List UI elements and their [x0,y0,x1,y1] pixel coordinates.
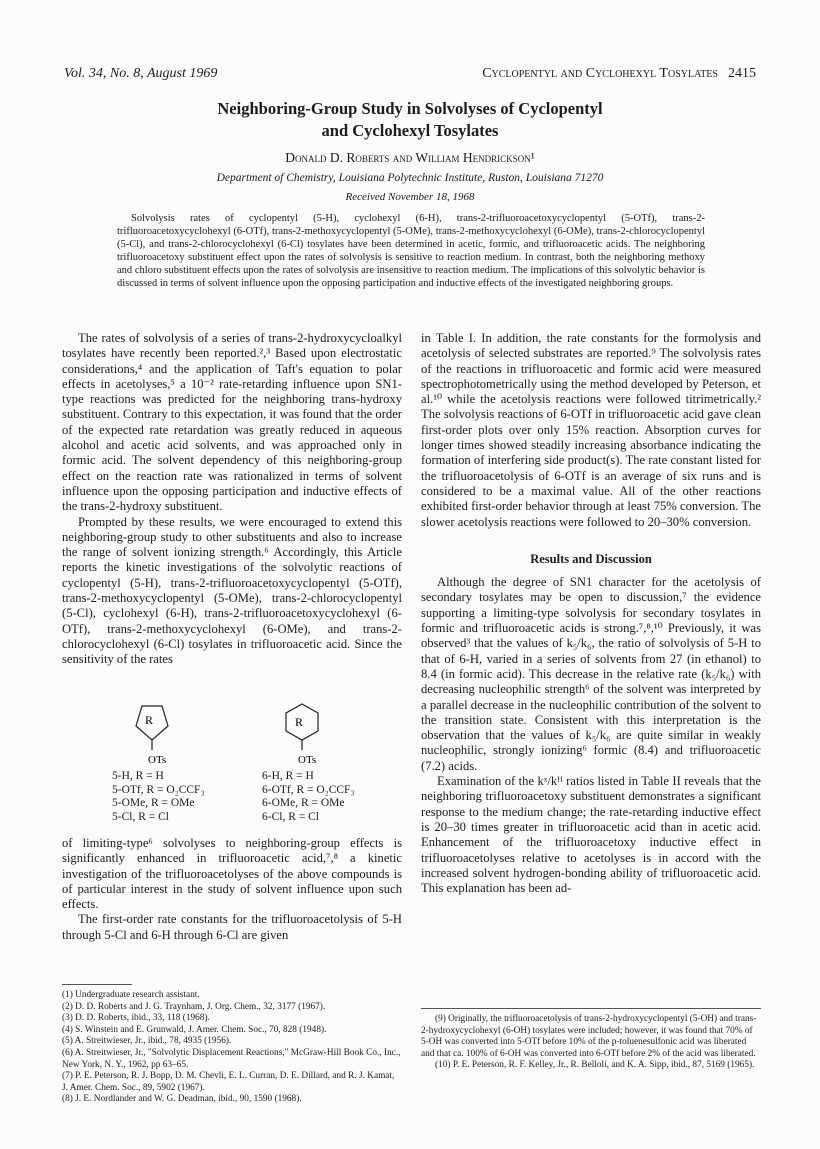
compound-5h: 5-H, R = H [112,770,164,782]
left-para-4: The first-order rate constants for the trifluoroacetolysis of 5-H through 5-Cl and 6-H through 6-Cl are given [62,912,402,942]
cyclohexyl-structure [262,700,354,824]
left-para-3: of limiting-type⁶ solvolyses to neighboring-group effects is significantly enhanced in trifluoroacetic acid,⁷,⁸ a kinetic investigation of the trifluoroacetolyses of the above compounds is of particular interest in the study of solvent influence upon such effects. [62,836,402,912]
title-line-1: Neighboring-Group Study in Solvolyses of Cyclopentyl [217,99,603,118]
abstract: Solvolysis rates of cyclopentyl (5-H), cyclohexyl (6-H), trans-2-trifluoroacetoxycyclopentyl (5-OTf), trans-2-trifluoroacetoxycyclohexyl (6-OTf), trans-2-methoxycyclopentyl (5-OMe), trans-2-methoxycyclohexyl (6-OMe), trans-2-chlorocyclopentyl (5-Cl), and trans-2-chlorocyclohexyl (6-Cl) tosylates have been determined in acetic, formic, and trifluoroacetic acids. The neighboring trifluoroacetoxy substituent effect upon the rates of solvolysis is sensitive to reaction medium. In contrast, both the neighboring methoxy and chloro substituent effects upon the rates of solvolysis are insensitive to reaction medium. The implications of this solvolytic behavior is discussed in terms of solvent influence upon the opposing participation and inductive effects of the investigated neighboring groups. [117,213,705,289]
ring-substituent-label: R [295,715,304,729]
six-ring-list [262,770,354,824]
right-para-2: Although the degree of SN1 character for the acetolysis of secondary tosylates may be open to discussion,⁷ the evidence supporting a limiting-type solvolysis for secondary tosylates in formic and trifluoroacetic acids is strong.⁷,⁸,¹⁰ Previously, it was observed³ that the values of k₅/k₆, the ratio of solvolysis of 5-H to that of 6-H, varied in a series of solvents from 27 (in ethanol) to 8.4 (in formic acid). This decrease in the relative rate (k₅/k₆) with decreasing nucleophilic strength⁶ of the solvent was interpreted by a parallel decrease in the nucleophilic contribution of the solvent to the transition state. Consistent with this interpretation is the observation that the values of k₅/k₆ are quite similar in weakly nucleophilic, strongly ionizing⁶ formic (8.4) and trifluoroacetic (7.2) acids. [421,575,761,773]
right-column [421,331,761,896]
page-number: 2415 [728,66,756,81]
cyclopentane-ring-icon [112,700,192,766]
section-heading: Results and Discussion [530,551,652,566]
five-ring-list [112,770,204,824]
article-title [120,98,700,142]
compound-5otf: 5-OTf, R = O₂CCF₃ [112,783,205,796]
ring-substituent-label: R [145,713,154,727]
left-column-lower [62,836,402,943]
footnote-1: (1) Undergraduate research assistant. [62,990,200,1000]
footnote-7: (7) P. E. Peterson, R. J. Bopp, D. M. Chevli, E. L. Curran, D. E. Dillard, and R. J. Kamat, J. Amer. Chem. Soc., 89, 5902 (1967). [62,1071,395,1093]
ots-label: OTs [148,754,167,766]
affiliation: Department of Chemistry, Louisiana Polytechnic Institute, Ruston, Louisiana 71270 [216,172,604,184]
compound-6ome: 6-OMe, R = OMe [262,797,345,810]
authors: Donald D. Roberts and William Hendrickson¹ [285,150,535,165]
received-date: Received November 18, 1968 [345,191,475,203]
compound-6cl: 6-Cl, R = Cl [262,810,319,823]
footnote-4: (4) S. Winstein and E. Grunwald, J. Amer. Chem. Soc., 70, 828 (1948). [62,1024,327,1035]
compound-5ome: 5-OMe, R = OMe [112,797,195,810]
footnote-9: (9) Originally, the trifluoroacetolysis of trans-2-hydroxycyclopentyl (5-OH) and trans-2-hydroxycyclohexyl (6-OH) tosylates were included; however, it was found that 70% of 5-OH was converted into 5-OTf before 10% of the p-toluenesulfonic acid was liberated and that ca. 100% of 6-OH was converted into 6-OTf before 2% of the acid was liberated. [421,1014,757,1059]
footnote-rule-left [62,984,132,985]
footnotes-left [62,990,402,1106]
footnote-3: (3) D. D. Roberts, ibid., 33, 118 (1968). [62,1013,210,1024]
right-para-1: in Table I. In addition, the rate constants for the formolysis and acetolysis of selected substrates are reported.⁹ The solvolysis rates of the reactions in trifluoroacetic and formic acid were measured spectrophotometrically using the method developed by Peterson, et al.¹⁰ while the acetolysis reactions were followed titrimetrically.² The solvolysis reactions of 6-OTf in trifluoroacetic acid gave clean first-order plots over only 15% reaction. Absorption curves for longer times showed steadily increasing absorbance indicating the formation of interfering side product(s). The rate constant listed for the trifluoroacetolysis of 6-OTf is an average of six runs and is considered to be a maximal value. All of the other reactions exhibited first-order behavior through at least 75% conversion. The slower acetolysis reactions were followed to 20–30% conversion. [421,331,761,529]
right-para-3: Examination of the kˣ/kᴴ ratios listed in Table II reveals that the neighboring trifluoroacetoxy substituent demonstrates a significant response to the medium change; the rate-retarding inductive effect is 20–30 times greater in trifluoroacetic acid than in acetic acid. Enhancement of the trifluoroacetoxy inductive effect in trifluoroacetolyses relative to acetolyses is in accord with the increased solvent hydrogen-bonding ability of trifluoroacetic acid. This explanation has been ad- [421,774,761,896]
footnote-8: (8) J. E. Nordlander and W. G. Deadman, ibid., 90, 1590 (1968). [62,1094,302,1105]
footnote-2: (2) D. D. Roberts and J. G. Traynham, J. Org. Chem., 32, 3177 (1967). [62,1001,326,1012]
running-header [64,66,756,86]
cyclopentyl-structure [112,700,204,824]
footnote-10: (10) P. E. Peterson, R. F. Kelley, Jr., R. Belloli, and K. A. Sipp, ibid., 87, 5169 (1965). [435,1060,755,1071]
footnotes-right [421,1014,761,1072]
running-title-text: Cyclopentyl and Cyclohexyl Tosylates [482,66,718,81]
journal-citation: Vol. 34, No. 8, August 1969 [64,66,218,81]
cyclohexane-ring-icon [262,700,342,766]
running-title [482,66,756,82]
title-line-2: and Cyclohexyl Tosylates [321,121,499,140]
footnote-6: (6) A. Streitwieser, Jr., "Solvolytic Displacement Reactions," McGraw-Hill Book Co., Inc., New York, N. Y., 1962, pp 63–65. [62,1047,401,1070]
left-column-upper [62,331,402,668]
left-para-1: The rates of solvolysis of a series of trans-2-hydroxycycloalkyl tosylates have recently been reported.²,³ Based upon electrostatic considerations,⁴ and the application of Taft's equation to polar effects in acetolyses,⁵ a 10⁻² rate-retarding influence upon SN1-type reactions was predicted for the neighboring trans-hydroxy substituent. Contrary to this expectation, it was found that the order of the expected rate retardation was greatly reduced in aqueous alcohol and acetic acid solvents, and was approached only in formic acid. The solvent dependency of this neighboring-group effect on the reaction rate was rationalized in terms of solvent influence upon the opposing participation and inductive effects of the trans-2-hydroxy substituent. [62,331,402,514]
left-para-2: Prompted by these results, we were encouraged to extend this neighboring-group study to other substituents and also to increase the range of solvent ionizing strength.⁶ Accordingly, this Article reports the kinetic investigations of the solvolytic reactions of cyclopentyl (5-H), trans-2-trifluoroacetoxycyclopentyl (5-OTf), trans-2-methoxycyclopentyl (5-OMe), trans-2-chlorocyclopentyl (5-Cl), cyclohexyl (6-H), trans-2-trifluoroacetoxycyclohexyl (6-OTf), trans-2-methoxycyclohexyl (6-OMe), and trans-2-chlorocyclohexyl (6-Cl) tosylates in trifluoroacetic acid. Since the sensitivity of the rates [62,514,402,667]
compound-5cl: 5-Cl, R = Cl [112,810,169,823]
ots-label: OTs [298,754,317,766]
footnote-5: (5) A. Streitwieser, Jr., ibid., 78, 4935 (1956). [62,1036,232,1047]
footnote-rule-right [421,1008,761,1009]
compound-6otf: 6-OTf, R = O₂CCF₃ [262,783,355,796]
compound-6h: 6-H, R = H [262,770,314,782]
